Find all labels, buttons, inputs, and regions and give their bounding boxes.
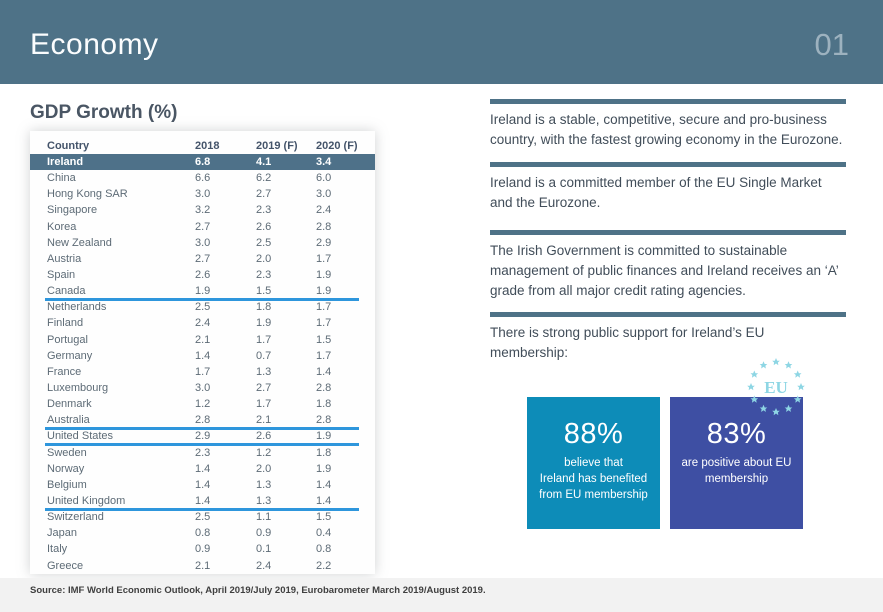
value-2018-cell: 2.8 — [195, 414, 211, 427]
value-2018-cell: 2.9 — [195, 430, 211, 443]
value-2020-cell: 2.8 — [316, 220, 332, 233]
value-2019-cell: 2.3 — [256, 269, 272, 282]
value-2018-cell: 1.4 — [195, 349, 211, 362]
value-2018-cell: 2.4 — [195, 317, 211, 330]
value-2019-cell: 0.9 — [256, 527, 272, 540]
value-2020-cell: 1.9 — [316, 285, 332, 298]
value-2018-cell: 0.8 — [195, 527, 211, 540]
country-cell: Portugal — [47, 333, 88, 346]
table-row — [30, 445, 375, 461]
statement-section-3 — [490, 230, 846, 301]
value-2018-cell: 2.3 — [195, 446, 211, 459]
table-row — [30, 283, 375, 299]
value-2018-cell: 1.9 — [195, 285, 211, 298]
value-2018-cell: 2.1 — [195, 559, 211, 572]
value-2020-cell: 0.8 — [316, 543, 332, 556]
stat-value: 88% — [563, 418, 624, 450]
table-row — [30, 558, 375, 574]
table-row — [30, 219, 375, 235]
value-2018-cell: 1.2 — [195, 398, 211, 411]
country-cell: Sweden — [47, 446, 87, 459]
table-row — [30, 461, 375, 477]
footer-bar — [0, 578, 883, 612]
value-2019-cell: 2.6 — [256, 430, 272, 443]
value-2020-cell: 2.8 — [316, 414, 332, 427]
value-2018-cell: 3.0 — [195, 188, 211, 201]
country-cell: Norway — [47, 462, 85, 475]
value-2018-cell: 1.7 — [195, 365, 211, 378]
statement-section-1 — [490, 99, 846, 150]
table-row — [30, 332, 375, 348]
value-2020-cell: 1.8 — [316, 398, 332, 411]
value-2020-cell: 2.4 — [316, 204, 332, 217]
country-cell: New Zealand — [47, 236, 112, 249]
value-2019-cell: 4.1 — [256, 156, 272, 169]
value-2019-cell: 1.2 — [256, 446, 272, 459]
value-2018-cell: 2.6 — [195, 269, 211, 282]
value-2018-cell: 2.7 — [195, 220, 211, 233]
country-cell: Hong Kong SAR — [47, 188, 128, 201]
country-cell: Australia — [47, 414, 90, 427]
value-2020-cell: 1.9 — [316, 430, 332, 443]
value-2019-cell: 2.6 — [256, 220, 272, 233]
value-2019-cell: 1.3 — [256, 495, 272, 508]
value-2020-cell: 2.8 — [316, 382, 332, 395]
country-cell: Italy — [47, 543, 68, 556]
value-2019-cell: 1.3 — [256, 365, 272, 378]
country-cell: United Kingdom — [47, 495, 126, 508]
table-row — [30, 412, 375, 428]
country-cell: Ireland — [47, 156, 84, 169]
value-2019-cell: 1.9 — [256, 317, 272, 330]
value-2018-cell: 6.8 — [195, 156, 211, 169]
stat-box-line: Ireland has benefited — [539, 473, 648, 485]
table-row — [30, 186, 375, 202]
value-2018-cell: 0.9 — [195, 543, 211, 556]
country-cell: Netherlands — [47, 301, 107, 314]
value-2019-cell: 1.8 — [256, 301, 272, 314]
page-title: Economy — [30, 28, 159, 61]
value-2020-cell: 1.4 — [316, 495, 332, 508]
value-2020-cell: 1.7 — [316, 317, 332, 330]
table-row — [30, 348, 375, 364]
country-cell: Singapore — [47, 204, 98, 217]
statement-text: There is strong public support for Ireland’s EU membership: — [490, 325, 765, 360]
value-2018-cell: 1.4 — [195, 495, 211, 508]
statement-text: Ireland is a stable, competitive, secure and pro-business country, with the fastest growing economy in the Eurozone. — [490, 112, 843, 147]
country-cell: China — [47, 172, 76, 185]
table-row — [30, 170, 375, 186]
value-2020-cell: 1.5 — [316, 511, 332, 524]
table-row — [30, 364, 375, 380]
col-header-2020f: 2020 (F) — [316, 139, 358, 152]
value-2019-cell: 2.1 — [256, 414, 272, 427]
value-2020-cell: 1.8 — [316, 446, 332, 459]
table-row — [30, 396, 375, 412]
value-2019-cell: 2.3 — [256, 204, 272, 217]
country-cell: Denmark — [47, 398, 92, 411]
country-cell: Spain — [47, 269, 76, 282]
section-divider-bar — [490, 312, 846, 317]
value-2018-cell: 2.5 — [195, 511, 211, 524]
section-divider-bar — [490, 162, 846, 167]
value-2018-cell: 1.4 — [195, 462, 211, 475]
value-2019-cell: 2.7 — [256, 382, 272, 395]
stat-value: 83% — [706, 418, 767, 450]
value-2018-cell: 1.4 — [195, 478, 211, 491]
country-cell: Austria — [47, 252, 82, 265]
table-header-row — [30, 137, 375, 154]
stat-box-line: believe that — [564, 457, 623, 469]
stat-box-line: from EU membership — [539, 489, 648, 501]
country-cell: Germany — [47, 349, 93, 362]
value-2019-cell: 1.1 — [256, 511, 272, 524]
value-2020-cell: 1.5 — [316, 333, 332, 346]
country-cell: France — [47, 365, 82, 378]
gdp-growth-title: GDP Growth (%) — [30, 102, 178, 123]
table-row — [30, 235, 375, 251]
section-divider-bar — [490, 230, 846, 235]
page-number: 01 — [814, 27, 849, 62]
country-cell: United States — [47, 430, 114, 443]
value-2020-cell: 3.0 — [316, 188, 332, 201]
source-note: Source: IMF World Economic Outlook, April 2019/July 2019, Eurobarometer March 2019/August 2019. — [30, 585, 486, 596]
header-bar — [0, 0, 883, 84]
table-row — [30, 525, 375, 541]
stat-box-line: membership — [704, 473, 769, 485]
value-2019-cell: 2.5 — [256, 236, 272, 249]
value-2019-cell: 2.4 — [256, 559, 272, 572]
table-row — [30, 380, 375, 396]
col-header-2019f: 2019 (F) — [256, 139, 298, 152]
value-2018-cell: 3.0 — [195, 236, 211, 249]
value-2019-cell: 1.7 — [256, 398, 272, 411]
value-2019-cell: 0.1 — [256, 543, 272, 556]
col-header-2018: 2018 — [195, 139, 220, 152]
value-2020-cell: 1.7 — [316, 252, 332, 265]
value-2020-cell: 0.4 — [316, 527, 332, 540]
table-row — [30, 299, 375, 315]
country-cell: Korea — [47, 220, 77, 233]
value-2019-cell: 0.7 — [256, 349, 272, 362]
value-2020-cell: 1.7 — [316, 301, 332, 314]
stat-caption — [527, 455, 660, 503]
value-2020-cell: 3.4 — [316, 156, 332, 169]
value-2020-cell: 1.7 — [316, 349, 332, 362]
statement-section-2 — [490, 162, 846, 213]
statement-text: The Irish Government is committed to sustainable management of public finances and Ireland receives an ‘A’ grade from all major credit rating agencies. — [490, 243, 839, 298]
value-2020-cell: 1.4 — [316, 478, 332, 491]
table-row — [30, 428, 375, 444]
table-row — [30, 202, 375, 218]
table-row — [30, 541, 375, 557]
table-row — [30, 509, 375, 525]
value-2019-cell: 2.0 — [256, 252, 272, 265]
value-2020-cell: 2.9 — [316, 236, 332, 249]
gdp-table — [30, 131, 375, 574]
section-divider-bar — [490, 99, 846, 104]
table-row — [30, 493, 375, 509]
value-2018-cell: 2.7 — [195, 252, 211, 265]
table-row — [30, 267, 375, 283]
eu-icon-label: EU — [764, 378, 788, 397]
value-2020-cell: 1.4 — [316, 365, 332, 378]
value-2020-cell: 6.0 — [316, 172, 332, 185]
value-2019-cell: 6.2 — [256, 172, 272, 185]
stat-box-line: are positive about EU — [681, 457, 792, 469]
table-row — [30, 315, 375, 331]
stat-box-benefited — [527, 397, 660, 529]
value-2018-cell: 3.2 — [195, 204, 211, 217]
value-2019-cell: 2.7 — [256, 188, 272, 201]
table-row — [30, 154, 375, 170]
country-cell: Switzerland — [47, 511, 104, 524]
table-row — [30, 477, 375, 493]
country-cell: Belgium — [47, 478, 87, 491]
value-2020-cell: 2.2 — [316, 559, 332, 572]
statement-text: Ireland is a committed member of the EU Single Market and the Eurozone. — [490, 175, 822, 210]
col-header-country: Country — [47, 139, 90, 152]
value-2019-cell: 1.7 — [256, 333, 272, 346]
country-cell: Canada — [47, 285, 86, 298]
country-cell: Greece — [47, 559, 84, 572]
value-2019-cell: 1.5 — [256, 285, 272, 298]
gdp-table-body — [30, 154, 375, 574]
eu-stars-icon — [745, 356, 807, 418]
value-2020-cell: 1.9 — [316, 269, 332, 282]
value-2019-cell: 2.0 — [256, 462, 272, 475]
country-cell: Japan — [47, 527, 77, 540]
country-cell: Finland — [47, 317, 84, 330]
table-row — [30, 251, 375, 267]
value-2018-cell: 2.1 — [195, 333, 211, 346]
country-cell: Luxembourg — [47, 382, 109, 395]
value-2019-cell: 1.3 — [256, 478, 272, 491]
value-2020-cell: 1.9 — [316, 462, 332, 475]
value-2018-cell: 6.6 — [195, 172, 211, 185]
stat-caption — [670, 455, 803, 487]
value-2018-cell: 2.5 — [195, 301, 211, 314]
value-2018-cell: 3.0 — [195, 382, 211, 395]
